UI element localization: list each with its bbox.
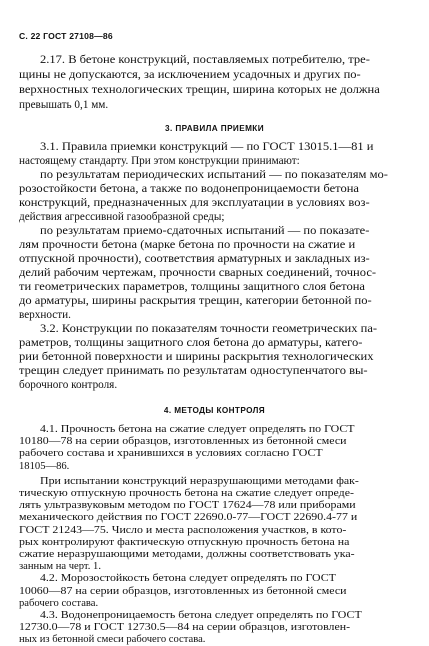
text-line: конструкций, предназначенных для эксплуатации в условиях воз- [19,197,370,209]
text-line: рабочего состава. [19,597,99,609]
text-line: рых контролируют фактическую отпускную прочность бетона на [19,536,350,548]
text-line: превышать 0,1 мм. [19,99,109,111]
text-line: раметров, толщины защитного слоя бетона до арматуры, катего- [19,337,363,349]
text-line: действия агрессивной газообразной среды; [19,211,225,223]
text-line: 4.1. Прочность бетона на сжатие следует определять по ГОСТ [40,424,355,435]
text-line: делий рабочим чертежам, прочности сварных соединений, точнос- [19,267,377,279]
text-line: до арматуры, ширины раскрытия трещин, категории бетонной по- [19,295,372,307]
text-line: При испытании конструкций неразрушающими методами фак- [40,475,359,487]
text-line: рабочего состава и хранившихся в условиях согласно ГОСТ [19,448,323,460]
text-line: ных из бетонной смеси рабочего состава. [19,634,206,646]
section-heading: 4. МЕТОДЫ КОНТРОЛЯ [163,406,266,415]
text-line: 4.2. Морозостойкость бетона следует определять по ГОСТ [40,573,336,585]
text-line: трещин следует принимать по результатам одноступенчатого вы- [19,365,368,377]
text-line: ти геометрических параметров, толщины защитного слоя бетона [19,281,365,293]
text-line: по результатам приемо-сдаточных испытаний — по показате- [40,225,370,237]
text-line: 18105—86. [19,460,70,472]
text-line: щины не допускаются, за исключением усадочных и других по- [19,69,361,81]
text-line: верхности. [19,309,71,321]
text-line: 4.3. Водонепроницаемость бетона следует определять по ГОСТ [40,610,362,621]
text-line: лям прочности бетона (марке бетона по прочности на сжатие и [19,239,356,251]
text-line: 10060—87 на серии образцов, изготовленных из бетонной смеси [19,585,347,597]
text-line: 10180—78 на серии образцов, изготовленных из бетонной смеси [19,436,347,448]
text-line: борочного контроля. [19,379,118,391]
page-header: С. 22 ГОСТ 27108—86 [19,31,113,41]
text-line: 3.1. Правила приемки конструкций — по ГОСТ 13015.1—81 и [40,141,374,153]
text-line: розостойкости бетона, а также по водонепроницаемости бетона [19,183,359,195]
text-line: верхностных технологических трещин, ширина которых не должна [19,84,380,96]
text-line: отпускной прочности), соответствия арматурных и закладных из- [19,253,370,265]
text-line: сжатие неразрушающими методами, должны соответствовать ука- [19,549,355,560]
text-line: лять ультразвуковым методом по ГОСТ 17624—78 или приборами [19,500,356,512]
text-line: настоящему стандарту. При этом конструкции принимают: [19,155,300,167]
text-line: по результатам периодических испытаний — по показателям мо- [40,169,388,181]
text-line: ГОСТ 21243—75. Число и места расположения участков, в кото- [19,524,347,536]
text-line: 12730.0—78 и ГОСТ 12730.5—84 на серии образцов, изготовлен- [19,622,351,634]
text-line: механического действия по ГОСТ 22690.0-77—ГОСТ 22690.4-77 и [19,512,358,524]
section-heading: 3. ПРАВИЛА ПРИЕМКИ [165,124,264,133]
text-line: занным на черт. 1. [19,561,101,573]
text-line: 2.17. В бетоне конструкций, поставляемых потребителю, тре- [40,54,370,66]
text-line: рии бетонной поверхности и ширины раскрытия технологических [19,351,374,363]
text-line: тическую отпускную прочность бетона на сжатие следует опреде- [19,488,354,499]
text-line: 3.2. Конструкции по показателям точности геометрических па- [40,323,378,335]
